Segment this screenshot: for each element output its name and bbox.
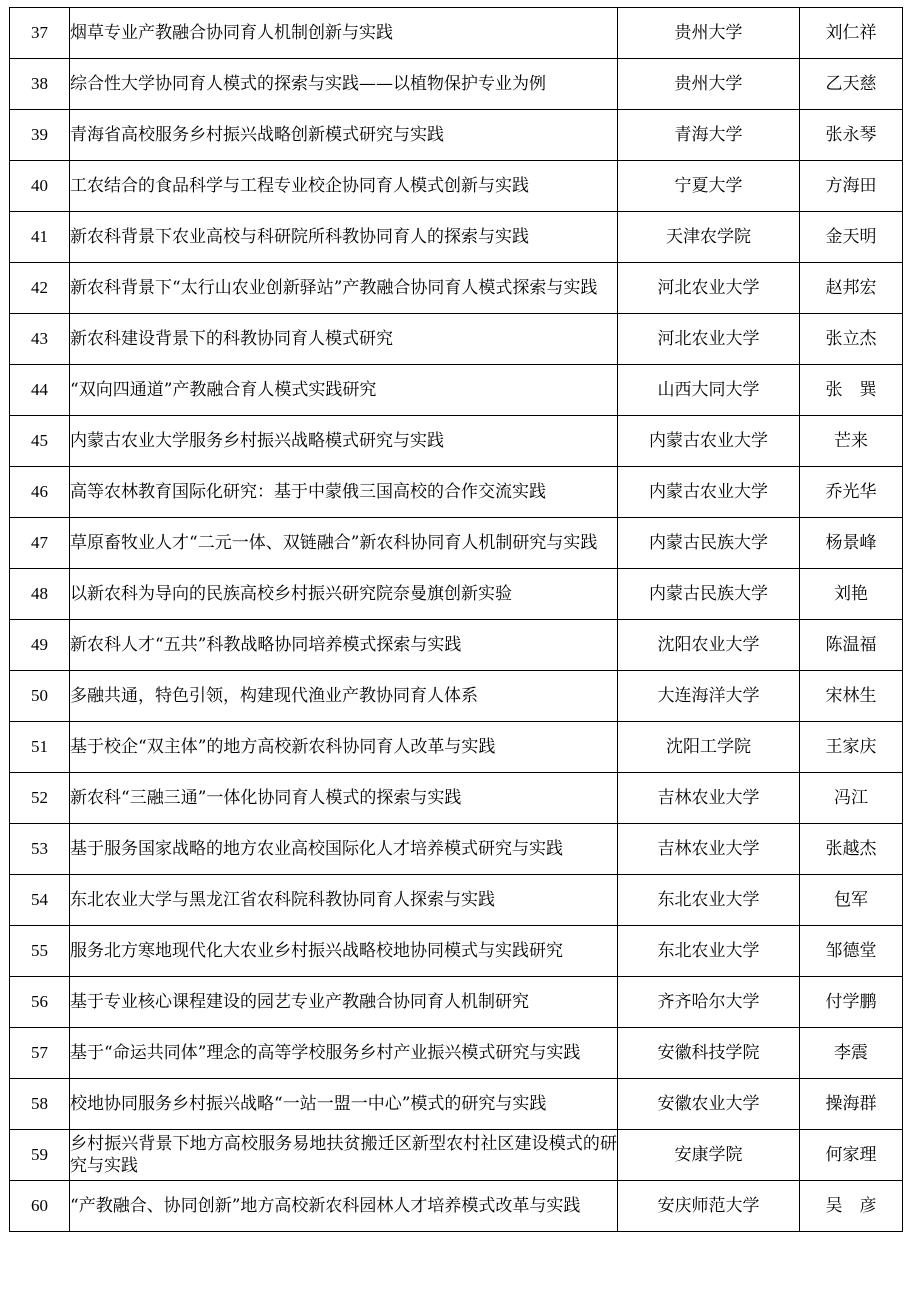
table-row — [10, 212, 903, 263]
table-row — [10, 8, 903, 59]
project-leader: 乔光华 — [800, 467, 903, 518]
institution-name: 安徽农业大学 — [618, 1079, 800, 1130]
row-number: 49 — [10, 620, 70, 671]
table-row — [10, 977, 903, 1028]
project-leader: 刘仁祥 — [800, 8, 903, 59]
project-leader: 王家庆 — [800, 722, 903, 773]
row-number: 47 — [10, 518, 70, 569]
project-title: 乡村振兴背景下地方高校服务易地扶贫搬迁区新型农村社区建设模式的研究与实践 — [70, 1130, 618, 1181]
project-title: 以新农科为导向的民族高校乡村振兴研究院奈曼旗创新实验 — [70, 569, 618, 620]
project-leader: 吴 彦 — [800, 1181, 903, 1232]
project-leader: 包军 — [800, 875, 903, 926]
row-number: 44 — [10, 365, 70, 416]
table-row — [10, 671, 903, 722]
institution-name: 安徽科技学院 — [618, 1028, 800, 1079]
project-leader: 赵邦宏 — [800, 263, 903, 314]
project-title: 多融共通，特色引领，构建现代渔业产教协同育人体系 — [70, 671, 618, 722]
row-number: 43 — [10, 314, 70, 365]
project-title: 高等农林教育国际化研究：基于中蒙俄三国高校的合作交流实践 — [70, 467, 618, 518]
row-number: 52 — [10, 773, 70, 824]
project-title: 基于“命运共同体”理念的高等学校服务乡村产业振兴模式研究与实践 — [70, 1028, 618, 1079]
table-row — [10, 467, 903, 518]
institution-name: 内蒙古农业大学 — [618, 416, 800, 467]
row-number: 37 — [10, 8, 70, 59]
project-leader: 何家理 — [800, 1130, 903, 1181]
row-number: 50 — [10, 671, 70, 722]
table-row — [10, 1130, 903, 1181]
project-leader: 杨景峰 — [800, 518, 903, 569]
row-number: 45 — [10, 416, 70, 467]
row-number: 46 — [10, 467, 70, 518]
institution-name: 河北农业大学 — [618, 314, 800, 365]
table-row — [10, 110, 903, 161]
project-leader: 芒来 — [800, 416, 903, 467]
row-number: 57 — [10, 1028, 70, 1079]
project-leader: 张越杰 — [800, 824, 903, 875]
table-row — [10, 926, 903, 977]
institution-name: 吉林农业大学 — [618, 824, 800, 875]
table-row — [10, 161, 903, 212]
table-row — [10, 1028, 903, 1079]
table-row — [10, 620, 903, 671]
institution-name: 贵州大学 — [618, 59, 800, 110]
row-number: 54 — [10, 875, 70, 926]
table-row — [10, 773, 903, 824]
project-title: 东北农业大学与黑龙江省农科院科教协同育人探索与实践 — [70, 875, 618, 926]
project-title: 工农结合的食品科学与工程专业校企协同育人模式创新与实践 — [70, 161, 618, 212]
project-leader: 张 巽 — [800, 365, 903, 416]
institution-name: 天津农学院 — [618, 212, 800, 263]
project-title: 校地协同服务乡村振兴战略“一站一盟一中心”模式的研究与实践 — [70, 1079, 618, 1130]
project-title: 新农科背景下农业高校与科研院所科教协同育人的探索与实践 — [70, 212, 618, 263]
project-leader: 操海群 — [800, 1079, 903, 1130]
project-title: “双向四通道”产教融合育人模式实践研究 — [70, 365, 618, 416]
institution-name: 吉林农业大学 — [618, 773, 800, 824]
institution-name: 沈阳工学院 — [618, 722, 800, 773]
institution-name: 内蒙古民族大学 — [618, 518, 800, 569]
row-number: 38 — [10, 59, 70, 110]
row-number: 42 — [10, 263, 70, 314]
project-title: 内蒙古农业大学服务乡村振兴战略模式研究与实践 — [70, 416, 618, 467]
project-title: 新农科建设背景下的科教协同育人模式研究 — [70, 314, 618, 365]
table-row — [10, 59, 903, 110]
row-number: 48 — [10, 569, 70, 620]
row-number: 51 — [10, 722, 70, 773]
table-row — [10, 1181, 903, 1232]
project-leader: 张永琴 — [800, 110, 903, 161]
row-number: 55 — [10, 926, 70, 977]
project-leader: 邹德堂 — [800, 926, 903, 977]
institution-name: 东北农业大学 — [618, 875, 800, 926]
table-row — [10, 569, 903, 620]
institution-name: 青海大学 — [618, 110, 800, 161]
row-number: 56 — [10, 977, 70, 1028]
project-leader: 刘艳 — [800, 569, 903, 620]
project-leader: 方海田 — [800, 161, 903, 212]
project-title: 基于服务国家战略的地方农业高校国际化人才培养模式研究与实践 — [70, 824, 618, 875]
project-title: 新农科背景下“太行山农业创新驿站”产教融合协同育人模式探索与实践 — [70, 263, 618, 314]
project-leader: 冯江 — [800, 773, 903, 824]
project-leader: 乙天慈 — [800, 59, 903, 110]
project-leader: 付学鹏 — [800, 977, 903, 1028]
project-title: 基于专业核心课程建设的园艺专业产教融合协同育人机制研究 — [70, 977, 618, 1028]
project-title: 青海省高校服务乡村振兴战略创新模式研究与实践 — [70, 110, 618, 161]
table-row — [10, 365, 903, 416]
table-row — [10, 875, 903, 926]
institution-name: 安康学院 — [618, 1130, 800, 1181]
project-table — [9, 7, 903, 1232]
table-row — [10, 824, 903, 875]
project-title: “产教融合、协同创新”地方高校新农科园林人才培养模式改革与实践 — [70, 1181, 618, 1232]
institution-name: 山西大同大学 — [618, 365, 800, 416]
row-number: 58 — [10, 1079, 70, 1130]
project-leader: 李震 — [800, 1028, 903, 1079]
row-number: 59 — [10, 1130, 70, 1181]
institution-name: 贵州大学 — [618, 8, 800, 59]
table-row — [10, 1079, 903, 1130]
project-leader: 陈温福 — [800, 620, 903, 671]
project-title: 综合性大学协同育人模式的探索与实践——以植物保护专业为例 — [70, 59, 618, 110]
row-number: 41 — [10, 212, 70, 263]
institution-name: 安庆师范大学 — [618, 1181, 800, 1232]
institution-name: 沈阳农业大学 — [618, 620, 800, 671]
project-leader: 宋林生 — [800, 671, 903, 722]
table-row — [10, 416, 903, 467]
project-title: 新农科人才“五共”科教战略协同培养模式探索与实践 — [70, 620, 618, 671]
institution-name: 河北农业大学 — [618, 263, 800, 314]
project-title: 烟草专业产教融合协同育人机制创新与实践 — [70, 8, 618, 59]
project-title: 新农科“三融三通”一体化协同育人模式的探索与实践 — [70, 773, 618, 824]
institution-name: 内蒙古民族大学 — [618, 569, 800, 620]
project-table-body — [10, 8, 903, 1232]
project-title: 服务北方寒地现代化大农业乡村振兴战略校地协同模式与实践研究 — [70, 926, 618, 977]
project-leader: 张立杰 — [800, 314, 903, 365]
institution-name: 齐齐哈尔大学 — [618, 977, 800, 1028]
institution-name: 宁夏大学 — [618, 161, 800, 212]
project-title: 基于校企“双主体”的地方高校新农科协同育人改革与实践 — [70, 722, 618, 773]
table-row — [10, 518, 903, 569]
institution-name: 大连海洋大学 — [618, 671, 800, 722]
institution-name: 东北农业大学 — [618, 926, 800, 977]
table-row — [10, 314, 903, 365]
table-row — [10, 722, 903, 773]
row-number: 53 — [10, 824, 70, 875]
project-title: 草原畜牧业人才“二元一体、双链融合”新农科协同育人机制研究与实践 — [70, 518, 618, 569]
institution-name: 内蒙古农业大学 — [618, 467, 800, 518]
row-number: 39 — [10, 110, 70, 161]
row-number: 40 — [10, 161, 70, 212]
table-row — [10, 263, 903, 314]
row-number: 60 — [10, 1181, 70, 1232]
project-leader: 金天明 — [800, 212, 903, 263]
